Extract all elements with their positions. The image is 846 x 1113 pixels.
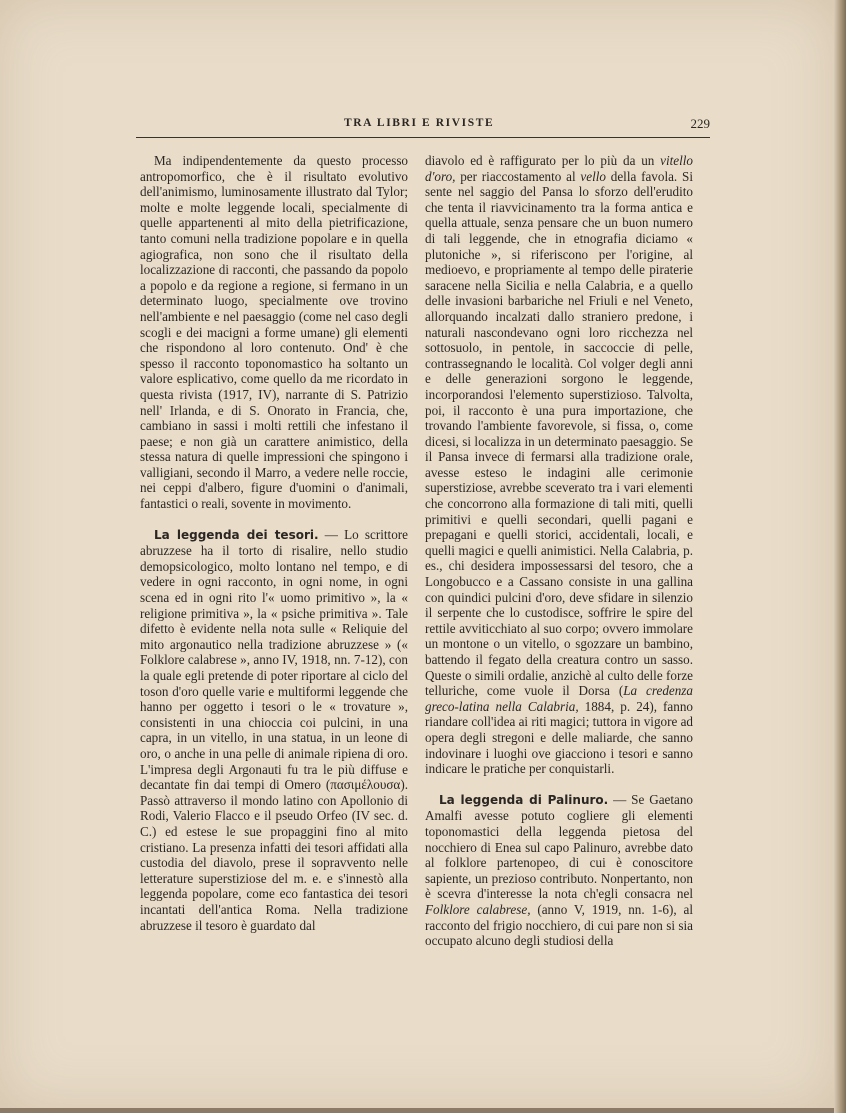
page-edge (834, 0, 846, 1113)
text-run: ). Passò attraverso il mondo latino con Apollonio di Rodi, Valerio Flacco e il pseudo Orfeo (IV sec. d. C.) ed estese le sue propaggini fino al mito cristiano. La presenza infatti dei tesori affidati alla custodia del diavolo, prese il sopravvento nelle letterature superstiziose del m. e. e s'innestò alla leggenda popolare, come eco fantastica dei tesori incantati dell'antica Roma. Nella tradizione abruzzese il tesoro è guardato dal (140, 777, 408, 933)
italic-text: La credenza greco-latina nella Calabria, (425, 683, 693, 714)
text-run: diavolo ed è raffigurato per lo più da un (425, 153, 661, 168)
right-column (425, 153, 693, 949)
italic-text: vello (580, 168, 606, 184)
italic-text: Folklore calabrese, (425, 901, 531, 917)
running-title: TRA LIBRI E RIVISTE (344, 117, 495, 129)
section-heading: La leggenda di Palinuro. (439, 792, 609, 807)
paragraph-palinuro (425, 792, 693, 949)
paragraph: Ma indipendentemente da questo processo antropomorfico, che è il risultato evolutivo dell'animismo, luminosamente illustrato dal Tylor; molte e molte leggende locali, specialmente di quelle appartenenti al mito della pietrificazione, tanto comuni nella tradizione popolare e in quella agiografica, non sono che il risultato della localizzazione di racconti, che passando da popolo a popolo e da regione a regione, si fermano in un determinato luogo, specialmente ove trovino nell'ambiente e nel paesaggio (come nel caso degli scogli e dei macigni a forme umane) gli elementi che rispondono al loro contenuto. Ond' è che spesso il racconto toponomastico ha soltanto un valore esplicativo, come quello da me ricordato in questa rivista (1917, IV), narrante di S. Patrizio nell' Irlanda, e di S. Onorato in Francia, che, cambiano in sassi i molti rettili che infestano il paese; e non già un carattere animistico, della stessa natura di quelle impressioni che spingono i valligiani, secondo il Marro, a vedere nelle roccie, nei ceppi d'albero, figure d'uomini o d'animali, fantastici o reali, sovente in movimento. (140, 153, 408, 512)
paragraph-tesori (140, 527, 408, 933)
left-column (140, 153, 408, 933)
text-run: per riaccostamento al (455, 168, 581, 184)
text-run: (anno V, 1919, nn. 1-6), al racconto del frigio nocchiero, di cui pare non si sia occupato alcuno degli studiosi della (425, 901, 693, 949)
paragraph-continued (425, 153, 693, 777)
text-run: della favola. Si sente nel saggio del Pansa lo sforzo dell'erudito che tenta il riavvicinamento tra la forma antica e quella attuale, senza pensare che un buon numero di tali leggende, che in etnografia diciamo « plutoniche », si riferiscono per l'origine, al medioevo, e propriamente al tempo delle piraterie saracene nella Sicilia e nella Calabria, e a quello delle invasioni barbariche nel Friuli e nel Veneto, allorquando incalzati dallo straniero predone, i naturali nascondevano ogni loro ricchezza nel sottosuolo, in pentole, in saccoccie di pelle, contrassegnando le località. Col volger degli anni e delle generazioni sorgono le leggende, incorporandosi l'elemento superstizioso. Talvolta, poi, il racconto è una pura importazione, che trovando l'ambiente favorevole, si fissa, o, come dicesi, si localizza in un determinato paesaggio. Se il Pansa invece di fermarsi alla tradizione orale, avesse esteso le indagini alle cerimonie superstiziose, avrebbe sceverato tra i vari elementi che concorrono alla formazione di tali miti, quelli primitivi e quelli secondari, quelli pagani e prepagani e quelli storici, accidentali, locali, e quelli magici e quelli animistici. Nella Calabria, p. es., chi desidera impossessarsi del tesoro, che a Longobucco e a Cassano consiste in una gallina con quindici pulcini d'oro, deve sfidare in silenzio il serpente che lo custodisce, soffrire le spire del rettile avviticchiato al suo corpo; ovvero immolare un montone o un vitello, o sgozzare un bambino, battendo il fegato della creatura contro un sasso. Queste o simili ordalie, anzichè al culto delle forze telluriche, come vuole il Dorsa ( (425, 168, 693, 699)
section-heading: La leggenda dei tesori. (154, 527, 319, 542)
header-rule (136, 137, 710, 138)
page-number: 229 (690, 116, 710, 131)
text-run: — Lo scrittore abruzzese ha il torto di risalire, nello studio demopsicologico, molto lontano nel tempo, e di vedere in ogni racconto, in ogni nome, in ogni scena ed in ogni rito l'« uomo primitivo », la « religione primitiva », la « psiche primitiva ». Tale difetto è evidente nella nota sulle « Reliquie del mito argonautico nella tradizione abruzzese » (« Folklore calabrese », anno IV, 1918, nn. 7-12), con la quale egli pretende di poter riportare al ciclo del toson d'oro quelle varie e multiformi leggende che hanno per oggetto i tesori o le « trovature », consistenti in una chioccia coi pulcini, in una capra, in un vitello, in una statua, in un leone di oro, o anche in una pelle di animale ripiena di oro. L'impresa degli Argonauti fu tra le più diffuse e decantate fin dai tempi di Omero ( (140, 526, 408, 793)
text-run: — Se Gaetano Amalfi avesse potuto cogliere gli elementi toponomastici della leggenda pietosa del nocchiero di Enea sul capo Palinuro, avrebbe dato al folklore partenopeo, di cui è conoscitore sapiente, un prezioso contributo. Nonpertanto, non è scevra d'interesse la nota ch'egli consacra nel (425, 791, 693, 902)
italic-text: vitello d'oro, (425, 153, 693, 184)
greek-word: πασιμέλουσα (330, 777, 401, 793)
page-header (136, 117, 710, 139)
text-run: 1884, p. 24), fanno riandare coll'idea ai riti magici; tuttora in vigore ad opera degli stregoni e delle maliarde, che sanno indovinare i luoghi ove giacciono i tesori e sanno indicare le pratiche per conquistarli. (425, 698, 693, 777)
